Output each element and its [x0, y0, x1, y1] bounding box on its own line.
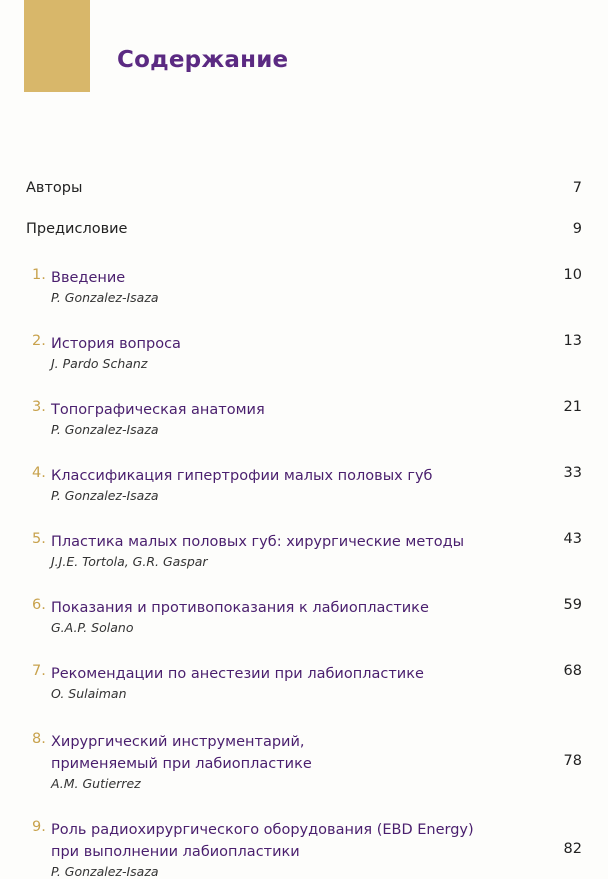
chapter-author: P. Gonzalez-Isaza	[51, 864, 159, 879]
chapter-page-number: 78	[563, 753, 582, 769]
chapter-title	[51, 399, 265, 421]
chapter-author: A.M. Gutierrez	[51, 776, 141, 791]
chapter-title	[51, 465, 432, 487]
chapter-title	[51, 731, 312, 775]
chapter-number: 1.	[32, 267, 46, 283]
chapter-page-number: 33	[563, 465, 582, 481]
chapter-title-line: Классификация гипертрофии малых половых губ	[51, 468, 433, 484]
chapter-title-line: Рекомендации по анестезии при лабиопластике	[51, 666, 424, 682]
toc-entry-page: 9	[572, 221, 582, 237]
chapter-number: 3.	[32, 399, 46, 415]
chapter-page-number: 13	[563, 333, 582, 349]
chapter-author: G.A.P. Solano	[51, 620, 134, 635]
chapter-title	[51, 531, 464, 553]
chapter-title-line: Введение	[51, 270, 126, 286]
chapter-page-number: 82	[563, 841, 582, 857]
chapter-title	[51, 333, 181, 355]
chapter-author: P. Gonzalez-Isaza	[51, 290, 159, 305]
toc-entry-title: Авторы	[26, 180, 83, 196]
chapter-title-line: Хирургический инструментарий,	[51, 734, 305, 750]
chapter-number: 8.	[32, 731, 46, 747]
chapter-author: J. Pardo Schanz	[51, 356, 148, 371]
toc-entry-page: 7	[572, 180, 582, 196]
chapter-page-number: 59	[563, 597, 582, 613]
chapter-title	[51, 267, 125, 289]
chapter-title	[51, 819, 474, 863]
chapter-page-number: 21	[563, 399, 582, 415]
toc-entry-title: Предисловие	[26, 221, 128, 237]
chapter-title-line: Показания и противопоказания к лабиопластике	[51, 600, 429, 616]
chapter-title-line: Роль радиохирургического оборудования (EBD Energy)	[51, 822, 474, 838]
chapter-title-line: применяемый при лабиопластике	[51, 756, 312, 772]
chapter-title-line: История вопроса	[51, 336, 181, 352]
page-title: Содержание	[117, 47, 289, 73]
chapter-author: O. Sulaiman	[51, 686, 127, 701]
chapter-title	[51, 663, 424, 685]
chapter-number: 2.	[32, 333, 46, 349]
chapter-page-number: 43	[563, 531, 582, 547]
chapter-number: 5.	[32, 531, 46, 547]
chapter-color-tab	[24, 0, 90, 92]
chapter-title-line: Топографическая анатомия	[51, 402, 265, 418]
chapter-number: 9.	[32, 819, 46, 835]
chapter-title	[51, 597, 429, 619]
chapter-author: P. Gonzalez-Isaza	[51, 422, 159, 437]
chapter-author: P. Gonzalez-Isaza	[51, 488, 159, 503]
chapter-number: 6.	[32, 597, 46, 613]
chapter-title-line: Пластика малых половых губ: хирургические методы	[51, 534, 465, 550]
chapter-author: J.J.E. Tortola, G.R. Gaspar	[51, 554, 208, 569]
chapter-number: 7.	[32, 663, 46, 679]
chapter-page-number: 68	[563, 663, 582, 679]
chapter-title-line: при выполнении лабиопластики	[51, 844, 300, 860]
chapter-page-number: 10	[563, 267, 582, 283]
chapter-number: 4.	[32, 465, 46, 481]
